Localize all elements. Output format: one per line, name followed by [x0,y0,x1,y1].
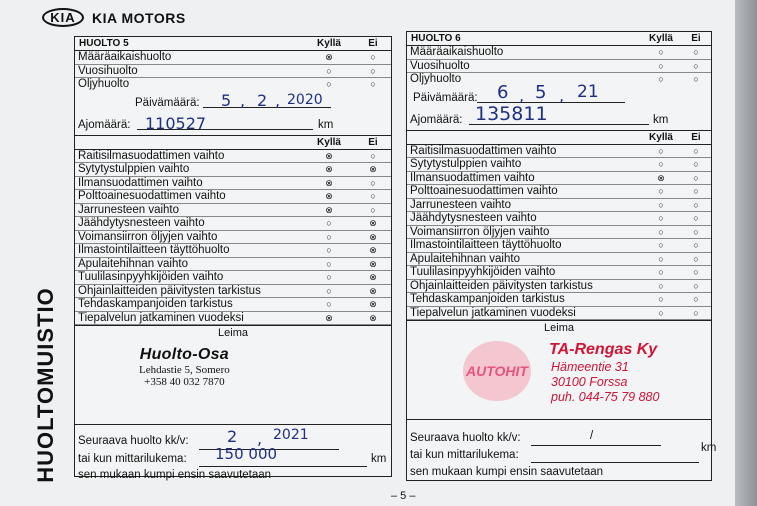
yes-mark[interactable]: ○ [658,240,664,250]
checklist-item-label: Polttoainesuodattimen vaihto [78,190,226,202]
yes-mark[interactable]: ○ [658,294,664,304]
kia-emblem: KIA [42,8,84,27]
mileage-field[interactable] [407,102,711,130]
date-month: 2 [257,90,268,110]
no-mark[interactable]: ○ [693,213,699,223]
yes-mark[interactable]: ○ [326,218,332,228]
checklist-item-label: Sytytystulppien vaihto [78,163,190,175]
yes-header: Kyllä [649,33,673,44]
no-mark[interactable]: ○ [693,280,699,291]
no-header: Ei [691,33,701,44]
no-mark[interactable]: ⊗ [369,245,377,255]
no-mark[interactable]: ⊗ [369,285,377,296]
yes-mark[interactable]: ○ [326,258,332,269]
workshop-phone: puh. 044-75 79 880 [551,390,660,404]
mileage-value: 110527 [145,113,207,133]
section-title: HUOLTO 6 [411,33,461,44]
date-label: Päivämäärä: [135,96,200,109]
stamp-label: Leima [218,327,248,339]
date-year: 21 [577,81,599,102]
no-mark[interactable]: ⊗ [369,299,377,309]
no-mark[interactable]: ○ [693,186,699,196]
next-service-label: Seuraava huolto kk/v: [78,435,189,447]
yes-mark[interactable]: ⊗ [325,204,333,215]
workshop-name: Huolto-Osa [139,346,229,363]
no-mark[interactable]: ○ [370,79,376,89]
checklist-item [407,266,711,280]
checklist-item [75,285,391,299]
checklist-item [407,253,711,267]
service-section-5 [74,36,392,481]
checklist-item-label: Raitisilmasuodattimen vaihto [78,149,225,162]
checklist-item-label: Polttoainesuodattimen vaihto [410,185,558,197]
no-mark[interactable]: ⊗ [369,272,377,282]
date-day: 5 [221,90,232,110]
checklist-item [407,239,711,253]
no-mark[interactable]: ○ [693,226,699,237]
checklist-item [75,217,391,231]
no-header: Ei [368,136,378,148]
no-mark[interactable]: ○ [693,74,699,84]
checklist-item-label: Jarrunesteen vaihto [78,203,180,216]
mileage-value: 135811 [475,102,548,125]
checklist-item-label: Tiepalvelun jatkaminen vuodeksi [410,306,576,319]
checklist-item-label: Jäähdytysnesteen vaihto [410,212,537,224]
yes-mark[interactable]: ○ [326,231,332,242]
yes-mark[interactable]: ○ [658,280,664,291]
date-day: 6 [497,81,509,103]
stamp-area [407,320,711,420]
checklist-item [75,177,391,191]
workshop-address: Lehdastie 5, Somero [139,364,230,376]
yes-mark[interactable]: ⊗ [657,172,665,183]
yes-mark[interactable]: ○ [658,267,664,277]
no-mark[interactable]: ○ [693,253,699,264]
yes-mark[interactable]: ○ [326,245,332,255]
service-type-label: Määräaikaishuolto [410,46,504,58]
workshop-phone: +358 40 032 7870 [144,376,225,388]
workshop-address: Hämeentie 31 [551,360,629,374]
no-mark[interactable]: ○ [370,177,376,188]
checklist-item-label: Ilmansuodattimen vaihto [410,171,535,184]
yes-mark[interactable]: ⊗ [325,150,333,161]
workshop-name: TA-Rengas Ky [549,341,658,358]
checklist-item [75,244,391,258]
checklist-item-label: Ilmastointilaitteen täyttöhuolto [410,239,562,251]
yes-mark[interactable]: ⊗ [325,164,333,174]
yes-mark[interactable]: ○ [326,285,332,296]
checklist-item-label: Jäähdytysnesteen vaihto [78,217,205,229]
next-year: 2021 [273,427,309,443]
yes-mark[interactable]: ⊗ [325,312,333,323]
yes-mark[interactable]: ○ [658,145,664,156]
yes-mark[interactable]: ○ [326,299,332,309]
date-label: Päivämäärä: [413,91,478,104]
yes-header: Kyllä [317,38,341,49]
checklist-item [75,204,391,218]
yes-mark[interactable]: ○ [658,226,664,237]
checklist-item [75,231,391,245]
mileage-label: Ajomäärä: [410,113,463,126]
checklist-item [407,212,711,226]
yes-mark[interactable]: ○ [658,74,664,84]
checklist-item [407,158,711,172]
workshop-city: 30100 Forssa [551,375,628,389]
no-mark[interactable]: ○ [693,145,699,156]
no-mark[interactable]: ○ [693,47,699,57]
maintenance-checklist [75,150,391,326]
yes-header: Kyllä [649,131,673,143]
service-type-label: Öljyhuolto [78,78,130,90]
stamp-area [75,325,391,425]
stamp-label: Leima [544,322,574,334]
service-type-label: Vuosihuolto [78,64,138,77]
km-unit: km [701,442,717,454]
yes-mark[interactable]: ○ [658,60,664,71]
yes-mark[interactable]: ○ [326,65,332,76]
checklist-item-label: Raitisilmasuodattimen vaihto [410,144,557,157]
no-mark[interactable]: ○ [693,240,699,250]
no-header: Ei [368,38,378,49]
checklist-item [75,163,391,177]
whichever-first-note: sen mukaan kumpi ensin saavutetaan [410,466,604,478]
checklist-item-label: Apulaitehihnan vaihto [78,257,188,270]
checklist-item [75,312,391,326]
km-unit: km [371,453,387,465]
checklist-item-label: Tuulilasinpyyhkijöiden vaihto [78,271,224,283]
no-mark[interactable]: ○ [370,204,376,215]
maintenance-checklist [407,145,711,321]
yes-mark[interactable]: ○ [658,199,664,210]
checklist-item-label: Tiepalvelun jatkaminen vuodeksi [78,311,244,324]
section-title: HUOLTO 5 [79,38,129,49]
checklist-item-label: Voimansiirron öljyjen vaihto [410,225,550,238]
km-unit: km [653,113,669,126]
checklist-item [407,172,711,186]
no-mark[interactable]: ○ [693,307,699,318]
checklist-item [407,226,711,240]
checklist-item [75,298,391,312]
whichever-first-note: sen mukaan kumpi ensin saavutetaan [78,469,272,481]
checklist-item [75,150,391,164]
no-mark[interactable]: ○ [370,65,376,76]
checklist-item-label: Ohjainlaitteiden päivitysten tarkistus [78,284,261,297]
workshop-stamp [139,346,230,388]
checklist-item [75,190,391,204]
no-mark[interactable]: ○ [693,159,699,169]
mileage-limit-label: tai kun mittarilukema: [78,453,187,465]
checklist-item [407,293,711,307]
next-month: 2 [227,427,238,446]
no-mark[interactable]: ○ [693,172,699,183]
next-service-label: Seuraava huolto kk/v: [410,432,521,444]
brand-name: KIA MOTORS [92,9,186,26]
no-mark[interactable]: ⊗ [369,312,377,323]
kia-logo [42,8,186,27]
checklist-item-label: Jarrunesteen vaihto [410,198,512,211]
checklist-item-label: Tuulilasinpyyhkijöiden vaihto [410,266,556,278]
no-mark[interactable]: ○ [693,60,699,71]
no-mark[interactable]: ⊗ [369,164,377,174]
no-mark[interactable]: ○ [693,199,699,210]
yes-mark[interactable]: ⊗ [325,52,333,62]
checklist-item-label: Ilmastointilaitteen täyttöhuolto [78,244,230,256]
checklist-item-label: Sytytystulppien vaihto [410,158,522,170]
checklist-item-label: Ohjainlaitteiden päivitysten tarkistus [410,279,593,292]
yes-header: Kyllä [317,136,341,148]
mileage-limit-label: tai kun mittarilukema: [410,449,519,461]
yes-mark[interactable]: ○ [658,253,664,264]
yes-mark[interactable]: ⊗ [325,191,333,201]
km-unit: km [318,118,334,131]
checklist-item-label: Tehdaskampanjoiden tarkistus [410,293,565,305]
checklist-item-label: Apulaitehihnan vaihto [410,252,520,265]
checklist-item-label: Voimansiirron öljyjen vaihto [78,230,218,243]
service-type-label: Määräaikaishuolto [78,51,172,63]
next-mileage: 150 000 [215,445,278,463]
autohit-logo: AUTOHIT [463,341,531,401]
service-type-label: Vuosihuolto [410,59,470,72]
yes-mark[interactable]: ○ [658,307,664,318]
no-mark[interactable]: ○ [370,150,376,161]
checklist-item-label: Ilmansuodattimen vaihto [78,176,203,189]
yes-mark[interactable]: ⊗ [325,177,333,188]
no-mark[interactable]: ⊗ [369,231,377,242]
next-service-block: Seuraava huolto kk/v: 2 , 2021 tai kun mittarilukema: 150 000 km sen mukaan kumpi ensin saavutetaan [78,427,387,481]
date-field[interactable]: Päivämäärä: 5 , 2 , 2020 [75,91,391,113]
yes-mark[interactable]: ○ [326,272,332,282]
checklist-item [407,280,711,294]
checklist-item [407,185,711,199]
side-title: HUOLTOMUISTIO [33,287,59,483]
no-mark[interactable]: ○ [693,267,699,277]
no-mark[interactable]: ⊗ [369,218,377,228]
date-month: 5 [535,81,547,103]
yes-mark[interactable]: ○ [658,159,664,169]
no-mark[interactable]: ⊗ [369,258,377,269]
next-service-block: Seuraava huolto kk/v: / tai kun mittarilukema: km sen mukaan kumpi ensin saavutetaan [410,430,717,478]
yes-mark[interactable]: ○ [658,186,664,196]
no-mark[interactable]: ○ [370,191,376,201]
page-number: – 5 – [391,490,416,502]
binder-edge [735,0,757,506]
checklist-item-label: Tehdaskampanjoiden tarkistus [78,298,233,310]
mileage-field[interactable] [75,113,391,135]
no-mark[interactable]: ○ [693,294,699,304]
no-mark[interactable]: ○ [370,52,376,62]
yes-mark[interactable]: ○ [658,213,664,223]
yes-mark[interactable]: ○ [658,47,664,57]
checklist-item [75,258,391,272]
date-field[interactable]: Päivämäärä: 6 , 5 , 21 [407,86,711,108]
checklist-item [407,307,711,321]
checklist-item [75,271,391,285]
service-type-label: Öljyhuolto [410,73,462,85]
no-header: Ei [691,131,701,143]
checklist-item [407,199,711,213]
service-section-6 [406,31,717,481]
yes-mark[interactable]: ○ [326,79,332,89]
checklist-item [407,145,711,159]
mileage-label: Ajomäärä: [78,118,131,131]
date-year: 2020 [287,91,323,108]
